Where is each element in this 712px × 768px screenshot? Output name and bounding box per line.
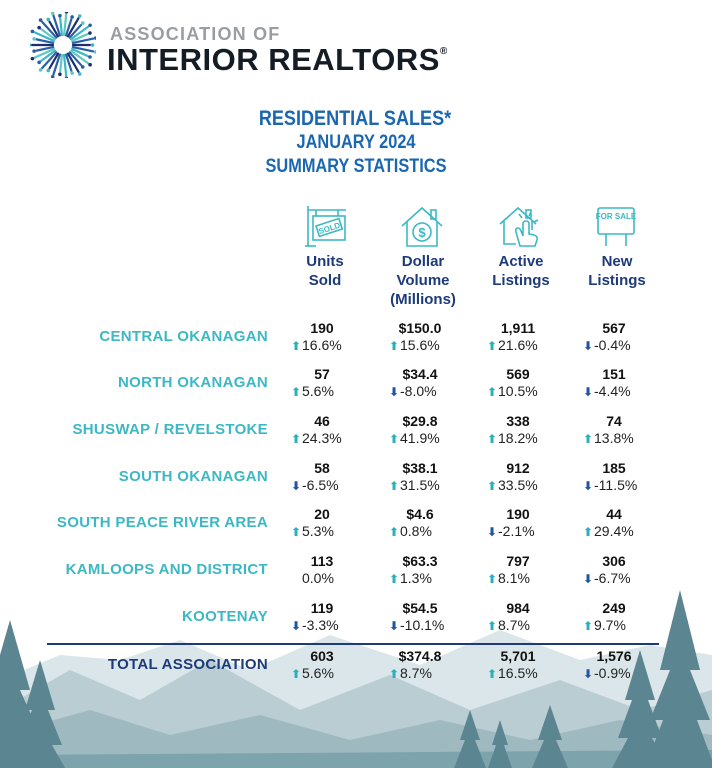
stat-change [291, 430, 353, 448]
arrow-up-icon: ⬆ [487, 667, 498, 681]
stat-cell [568, 460, 660, 495]
arrow-down-icon: ⬇ [583, 667, 594, 681]
arrow-up-icon: ⬆ [389, 479, 400, 493]
starburst-icon [30, 12, 96, 78]
stat-change-percent: 5.6% [302, 383, 334, 399]
arrow-down-icon: ⬇ [583, 572, 594, 586]
stat-change-percent: -0.4% [594, 337, 631, 353]
arrow-up-icon: ⬆ [487, 619, 498, 633]
stat-change-percent: -4.4% [594, 383, 631, 399]
stat-cell [276, 648, 368, 683]
region-label: KOOTENAY [181, 608, 268, 625]
arrow-up-icon: ⬆ [583, 525, 594, 539]
stat-change [389, 570, 451, 588]
stat-cell [568, 600, 660, 635]
svg-text:SOLD: SOLD [317, 220, 342, 237]
stat-value: 74 [606, 413, 622, 429]
title-summary: SUMMARY STATISTICS [265, 156, 447, 177]
stat-change [389, 665, 451, 683]
stat-change [487, 337, 549, 355]
stat-cell [472, 413, 564, 448]
stat-change [487, 430, 549, 448]
stat-value: $4.6 [406, 506, 434, 522]
stat-cell [374, 600, 466, 635]
column-header-new-listings: New Listings [588, 253, 646, 289]
stat-cell [568, 648, 660, 683]
stat-value: $29.8 [402, 413, 438, 429]
arrow-up-icon: ⬆ [291, 525, 302, 539]
stat-value: $150.0 [398, 320, 442, 336]
stat-value: 190 [310, 320, 334, 336]
stat-change-percent: -2.1% [498, 523, 535, 539]
stat-change-percent: 1.3% [400, 570, 432, 586]
stat-value: 57 [314, 366, 330, 382]
stat-change [583, 337, 645, 355]
stat-change [291, 665, 353, 683]
region-label: NORTH OKANAGAN [117, 374, 268, 391]
stat-change-percent: 10.5% [498, 383, 538, 399]
region-label: SHUSWAP / REVELSTOKE [72, 421, 268, 438]
title-month: JANUARY 2024 [296, 132, 416, 153]
column-header-dollar-volume: Dollar Volume (Millions) [390, 253, 456, 308]
stat-value: 306 [602, 553, 626, 569]
stat-change [487, 665, 549, 683]
stat-value: 249 [602, 600, 626, 616]
association-logo [30, 12, 450, 78]
stat-cell [568, 553, 660, 588]
arrow-down-icon: ⬇ [583, 479, 594, 493]
stat-cell [374, 320, 466, 355]
stat-change-percent: 8.7% [400, 665, 432, 681]
stat-cell [374, 460, 466, 495]
stat-cell [568, 506, 660, 541]
stat-change-percent: 8.1% [498, 570, 530, 586]
stat-value: $374.8 [398, 648, 442, 664]
stat-cell [276, 553, 368, 588]
arrow-up-icon: ⬆ [389, 667, 400, 681]
stat-value: 58 [314, 460, 330, 476]
stat-value: 46 [314, 413, 330, 429]
stat-change-percent: 18.2% [498, 430, 538, 446]
region-label: SOUTH OKANAGAN [118, 468, 268, 485]
stat-cell [472, 320, 564, 355]
arrow-down-icon: ⬇ [583, 385, 594, 399]
logo-line-brand: INTERIOR REALTORS® [107, 42, 448, 77]
stat-value: 569 [506, 366, 530, 382]
arrow-down-icon: ⬇ [291, 619, 302, 633]
stat-change [487, 523, 549, 541]
stat-change [583, 665, 645, 683]
stat-change [291, 383, 353, 401]
registered-mark: ® [439, 46, 448, 57]
stat-change [389, 477, 451, 495]
arrow-up-icon: ⬆ [389, 339, 400, 353]
stat-cell [374, 648, 466, 683]
arrow-up-icon: ⬆ [291, 385, 302, 399]
arrow-up-icon: ⬆ [487, 432, 498, 446]
stat-value: 20 [314, 506, 330, 522]
stat-change-percent: 5.6% [302, 665, 334, 681]
stat-change [291, 337, 353, 355]
stat-cell [472, 366, 564, 401]
stat-change-percent: 33.5% [498, 477, 538, 493]
stat-value: $63.3 [402, 553, 438, 569]
arrow-up-icon: ⬆ [583, 619, 594, 633]
sold-sign-icon [302, 202, 350, 250]
stat-change [389, 337, 451, 355]
stat-cell [568, 366, 660, 401]
for-sale-sign-text: FOR SALE [595, 212, 637, 221]
stat-change-percent: 16.6% [302, 337, 342, 353]
arrow-up-icon: ⬆ [487, 339, 498, 353]
arrow-down-icon: ⬇ [583, 339, 594, 353]
stat-change-percent: -10.1% [400, 617, 445, 633]
column-header-active-listings: Active Listings [492, 253, 550, 289]
stat-cell [276, 600, 368, 635]
arrow-up-icon: ⬆ [389, 432, 400, 446]
region-label: TOTAL ASSOCIATION [107, 656, 268, 673]
stat-cell [568, 320, 660, 355]
stat-value: 912 [506, 460, 530, 476]
arrow-down-icon: ⬇ [389, 385, 400, 399]
stat-change-percent: 8.7% [498, 617, 530, 633]
region-label: SOUTH PEACE RIVER AREA [56, 514, 268, 531]
house-click-icon [496, 202, 544, 250]
stat-change [583, 383, 645, 401]
stat-cell [472, 460, 564, 495]
stat-cell [276, 413, 368, 448]
stat-change [291, 477, 353, 495]
stat-cell [472, 600, 564, 635]
stat-change-percent: 16.5% [498, 665, 538, 681]
stat-cell [472, 648, 564, 683]
arrow-up-icon: ⬆ [389, 525, 400, 539]
total-divider [47, 643, 659, 645]
stat-cell [374, 506, 466, 541]
stat-value: 5,701 [500, 648, 536, 664]
stat-cell [472, 553, 564, 588]
stat-change-percent: 5.3% [302, 523, 334, 539]
arrow-up-icon: ⬆ [487, 385, 498, 399]
stat-change [389, 617, 451, 635]
stat-value: $38.1 [402, 460, 438, 476]
stat-change [583, 617, 645, 635]
stat-change-percent: 41.9% [400, 430, 440, 446]
stat-cell [374, 413, 466, 448]
stat-value: 113 [310, 553, 334, 569]
stat-change [487, 617, 549, 635]
stat-value: 190 [506, 506, 530, 522]
stat-change [487, 383, 549, 401]
stat-change [583, 570, 645, 588]
stat-value: 567 [602, 320, 626, 336]
stat-change-percent: -3.3% [302, 617, 339, 633]
stat-value: 1,911 [500, 320, 536, 336]
arrow-down-icon: ⬇ [389, 619, 400, 633]
arrow-up-icon: ⬆ [291, 432, 302, 446]
arrow-up-icon: ⬆ [389, 572, 400, 586]
stat-change-percent: 0.8% [400, 523, 432, 539]
stat-value: 151 [602, 366, 626, 382]
stat-value: 338 [506, 413, 530, 429]
logo-line-association: ASSOCIATION OF [110, 24, 281, 44]
stat-value: 44 [606, 506, 622, 522]
stat-change-percent: 15.6% [400, 337, 440, 353]
stat-change [583, 430, 645, 448]
house-dollar-icon [398, 202, 446, 250]
stat-change-percent: -11.5% [594, 477, 638, 493]
stat-change [487, 477, 549, 495]
stat-change [389, 523, 451, 541]
stat-change [389, 383, 451, 401]
stat-change [487, 570, 549, 588]
title-residential-sales: RESIDENTIAL SALES* [258, 107, 452, 130]
arrow-up-icon: ⬆ [583, 432, 594, 446]
stat-change-percent: 21.6% [498, 337, 538, 353]
stat-value: $54.5 [402, 600, 438, 616]
stat-cell [276, 506, 368, 541]
region-label: CENTRAL OKANAGAN [99, 328, 268, 345]
arrow-up-icon: ⬆ [487, 572, 498, 586]
stat-value: 119 [310, 600, 334, 616]
stat-change-percent: 24.3% [302, 430, 342, 446]
stat-change [291, 617, 353, 635]
stat-cell [472, 506, 564, 541]
report-titles [0, 107, 712, 179]
stat-value: 185 [602, 460, 626, 476]
stat-change-percent: -6.5% [302, 477, 339, 493]
stat-change-percent: -8.0% [400, 383, 437, 399]
stat-cell [374, 366, 466, 401]
stat-change [389, 430, 451, 448]
column-header-units-sold: Units Sold [306, 253, 344, 289]
stat-value: 797 [506, 553, 530, 569]
stat-cell [276, 460, 368, 495]
stat-change-percent: 29.4% [594, 523, 634, 539]
svg-text:$: $ [418, 225, 426, 240]
arrow-up-icon: ⬆ [291, 339, 302, 353]
region-label: KAMLOOPS AND DISTRICT [65, 561, 268, 578]
stat-change-percent: -6.7% [594, 570, 631, 586]
arrow-down-icon: ⬇ [487, 525, 498, 539]
stat-cell [276, 366, 368, 401]
arrow-up-icon: ⬆ [291, 667, 302, 681]
stat-cell [374, 553, 466, 588]
stat-value: $34.4 [402, 366, 438, 382]
arrow-up-icon: ⬆ [487, 479, 498, 493]
stat-change [583, 523, 645, 541]
stat-value: 1,576 [596, 648, 632, 664]
stat-change [291, 570, 353, 587]
stat-value: 603 [310, 648, 334, 664]
stat-change-percent: 31.5% [400, 477, 440, 493]
stat-cell [276, 320, 368, 355]
stat-cell [568, 413, 660, 448]
stat-change-percent: 0.0% [302, 570, 334, 586]
arrow-down-icon: ⬇ [291, 479, 302, 493]
stat-change-percent: 13.8% [594, 430, 634, 446]
stat-change [291, 523, 353, 541]
stat-value: 984 [506, 600, 530, 616]
stat-change [583, 477, 645, 495]
stat-change-percent: 9.7% [594, 617, 626, 633]
stat-change-percent: -0.9% [594, 665, 631, 681]
for-sale-sign-icon [592, 202, 640, 250]
